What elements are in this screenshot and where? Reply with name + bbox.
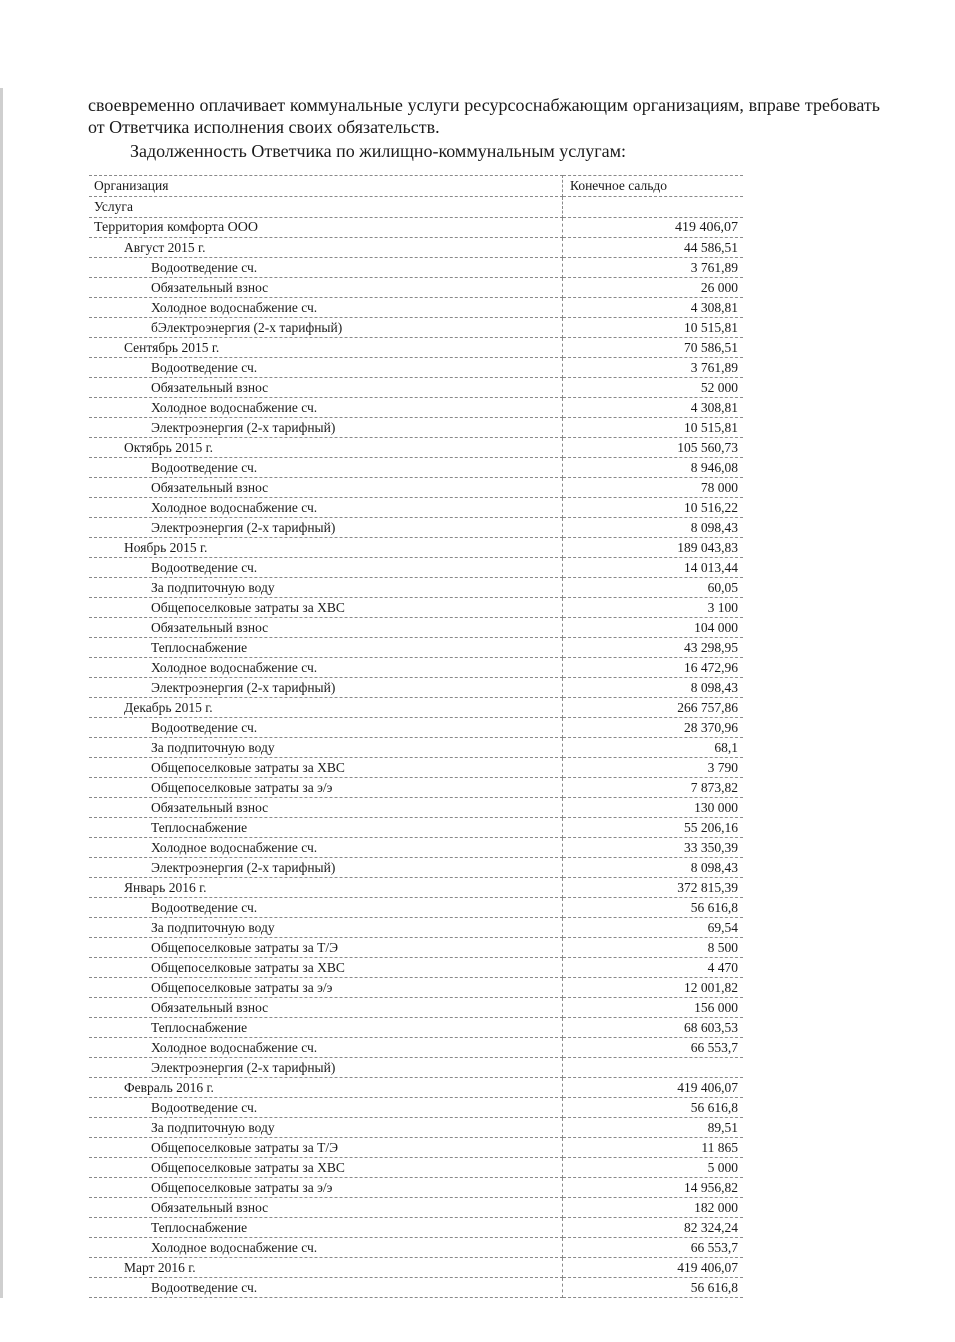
service-amount: 68,1 [563, 738, 744, 758]
service-amount: 8 098,43 [563, 858, 744, 878]
service-amount: 66 553,7 [563, 1238, 744, 1258]
organization-name: Территория комфорта ООО [89, 218, 563, 238]
service-name: Общепоселковые затраты за ХВС [89, 958, 563, 978]
service-amount: 182 000 [563, 1198, 744, 1218]
service-name: Теплоснабжение [89, 638, 563, 658]
month-amount: 266 757,86 [563, 698, 744, 718]
header-organization: Организация [89, 176, 563, 197]
service-row [89, 278, 743, 298]
service-row [89, 1158, 743, 1178]
service-amount: 10 515,81 [563, 418, 744, 438]
service-row [89, 818, 743, 838]
service-name: Обязательный взнос [89, 618, 563, 638]
service-amount: 78 000 [563, 478, 744, 498]
month-amount: 372 815,39 [563, 878, 744, 898]
month-row [89, 1078, 743, 1098]
service-amount: 8 946,08 [563, 458, 744, 478]
service-name: Общепоселковые затраты за э/э [89, 778, 563, 798]
service-amount [563, 1058, 744, 1078]
service-name: Водоотведение сч. [89, 458, 563, 478]
month-row [89, 698, 743, 718]
service-amount: 33 350,39 [563, 838, 744, 858]
service-row [89, 1058, 743, 1078]
month-row [89, 538, 743, 558]
service-name: За подпиточную воду [89, 1118, 563, 1138]
service-amount: 56 616,8 [563, 1098, 744, 1118]
organization-row [89, 218, 743, 238]
service-amount: 8 500 [563, 938, 744, 958]
service-name: Холодное водоснабжение сч. [89, 498, 563, 518]
service-name: Электроэнергия (2-х тарифный) [89, 678, 563, 698]
month-label: Март 2016 г. [89, 1258, 563, 1278]
service-amount: 4 470 [563, 958, 744, 978]
month-label: Август 2015 г. [89, 238, 563, 258]
service-row [89, 798, 743, 818]
month-row [89, 1258, 743, 1278]
service-amount: 7 873,82 [563, 778, 744, 798]
organization-amount: 419 406,07 [563, 218, 744, 238]
service-name: За подпиточную воду [89, 578, 563, 598]
debt-table [89, 175, 743, 1298]
service-name: Общепоселковые затраты за ХВС [89, 598, 563, 618]
service-amount: 56 616,8 [563, 1278, 744, 1298]
service-name: Теплоснабжение [89, 1018, 563, 1038]
service-amount: 82 324,24 [563, 1218, 744, 1238]
service-name: За подпиточную воду [89, 738, 563, 758]
table-header-row-2 [89, 197, 743, 218]
service-row [89, 518, 743, 538]
month-amount: 419 406,07 [563, 1258, 744, 1278]
service-row [89, 738, 743, 758]
service-amount: 14 956,82 [563, 1178, 744, 1198]
month-amount: 105 560,73 [563, 438, 744, 458]
service-name: бЭлектроэнергия (2-х тарифный) [89, 318, 563, 338]
table-header-row [89, 176, 743, 197]
month-amount: 419 406,07 [563, 1078, 744, 1098]
service-row [89, 498, 743, 518]
service-amount: 8 098,43 [563, 678, 744, 698]
service-name: Общепоселковые затраты за э/э [89, 978, 563, 998]
service-row [89, 478, 743, 498]
service-amount: 10 516,22 [563, 498, 744, 518]
service-name: Водоотведение сч. [89, 898, 563, 918]
service-name: Общепоселковые затраты за э/э [89, 1178, 563, 1198]
service-name: Теплоснабжение [89, 1218, 563, 1238]
service-row [89, 898, 743, 918]
service-row [89, 1178, 743, 1198]
service-row [89, 678, 743, 698]
service-amount: 3 100 [563, 598, 744, 618]
scan-edge [0, 88, 3, 1298]
service-row [89, 318, 743, 338]
month-label: Сентябрь 2015 г. [89, 338, 563, 358]
service-name: Водоотведение сч. [89, 1278, 563, 1298]
service-row [89, 758, 743, 778]
service-row [89, 1238, 743, 1258]
service-name: Обязательный взнос [89, 278, 563, 298]
service-name: Электроэнергия (2-х тарифный) [89, 518, 563, 538]
service-row [89, 1118, 743, 1138]
service-amount: 28 370,96 [563, 718, 744, 738]
service-row [89, 1278, 743, 1298]
service-amount: 4 308,81 [563, 298, 744, 318]
body-paragraph: своевременно оплачивает коммунальные услуги ресурсоснабжающим организациям, вправе требовать от Ответчика исполнения своих обязательств. [88, 95, 880, 137]
header-empty-cell [563, 197, 744, 218]
service-amount: 26 000 [563, 278, 744, 298]
month-row [89, 878, 743, 898]
service-name: Водоотведение сч. [89, 258, 563, 278]
service-row [89, 578, 743, 598]
service-name: Холодное водоснабжение сч. [89, 398, 563, 418]
service-amount: 8 098,43 [563, 518, 744, 538]
service-name: Холодное водоснабжение сч. [89, 1038, 563, 1058]
service-name: Обязательный взнос [89, 1198, 563, 1218]
service-amount: 16 472,96 [563, 658, 744, 678]
service-amount: 60,05 [563, 578, 744, 598]
service-row [89, 558, 743, 578]
service-amount: 43 298,95 [563, 638, 744, 658]
service-amount: 5 000 [563, 1158, 744, 1178]
service-row [89, 718, 743, 738]
service-amount: 10 515,81 [563, 318, 744, 338]
table-title: Задолженность Ответчика по жилищно-коммунальным услугам: [130, 141, 627, 161]
service-row [89, 378, 743, 398]
header-final-balance: Конечное сальдо [563, 176, 744, 197]
service-name: Электроэнергия (2-х тарифный) [89, 858, 563, 878]
service-name: За подпиточную воду [89, 918, 563, 938]
service-row [89, 298, 743, 318]
service-name: Общепоселковые затраты за ХВС [89, 758, 563, 778]
service-row [89, 1198, 743, 1218]
service-name: Теплоснабжение [89, 818, 563, 838]
month-label: Февраль 2016 г. [89, 1078, 563, 1098]
service-name: Водоотведение сч. [89, 1098, 563, 1118]
service-amount: 3 790 [563, 758, 744, 778]
service-amount: 52 000 [563, 378, 744, 398]
header-service: Услуга [89, 197, 563, 218]
month-amount: 44 586,51 [563, 238, 744, 258]
month-label: Январь 2016 г. [89, 878, 563, 898]
service-amount: 56 616,8 [563, 898, 744, 918]
service-amount: 69,54 [563, 918, 744, 938]
service-name: Электроэнергия (2-х тарифный) [89, 1058, 563, 1078]
service-row [89, 838, 743, 858]
month-row [89, 438, 743, 458]
service-row [89, 398, 743, 418]
service-name: Общепоселковые затраты за Т/Э [89, 1138, 563, 1158]
service-row [89, 858, 743, 878]
service-row [89, 1038, 743, 1058]
service-row [89, 1018, 743, 1038]
service-row [89, 458, 743, 478]
month-amount: 189 043,83 [563, 538, 744, 558]
month-row [89, 338, 743, 358]
service-name: Водоотведение сч. [89, 558, 563, 578]
service-row [89, 938, 743, 958]
service-name: Водоотведение сч. [89, 358, 563, 378]
service-row [89, 998, 743, 1018]
service-row [89, 618, 743, 638]
service-amount: 3 761,89 [563, 258, 744, 278]
service-amount: 4 308,81 [563, 398, 744, 418]
service-name: Общепоселковые затраты за Т/Э [89, 938, 563, 958]
service-name: Холодное водоснабжение сч. [89, 298, 563, 318]
service-name: Обязательный взнос [89, 798, 563, 818]
month-label: Декабрь 2015 г. [89, 698, 563, 718]
service-row [89, 1098, 743, 1118]
service-amount: 12 001,82 [563, 978, 744, 998]
service-row [89, 978, 743, 998]
service-amount: 89,51 [563, 1118, 744, 1138]
month-amount: 70 586,51 [563, 338, 744, 358]
service-amount: 3 761,89 [563, 358, 744, 378]
service-name: Водоотведение сч. [89, 718, 563, 738]
service-amount: 55 206,16 [563, 818, 744, 838]
service-amount: 66 553,7 [563, 1038, 744, 1058]
service-row [89, 258, 743, 278]
service-name: Обязательный взнос [89, 478, 563, 498]
service-name: Общепоселковые затраты за ХВС [89, 1158, 563, 1178]
service-row [89, 958, 743, 978]
service-name: Электроэнергия (2-х тарифный) [89, 418, 563, 438]
service-amount: 156 000 [563, 998, 744, 1018]
service-row [89, 358, 743, 378]
service-name: Обязательный взнос [89, 378, 563, 398]
service-row [89, 598, 743, 618]
service-row [89, 918, 743, 938]
month-label: Ноябрь 2015 г. [89, 538, 563, 558]
month-label: Октябрь 2015 г. [89, 438, 563, 458]
service-name: Обязательный взнос [89, 998, 563, 1018]
service-name: Холодное водоснабжение сч. [89, 658, 563, 678]
service-amount: 11 865 [563, 1138, 744, 1158]
service-amount: 104 000 [563, 618, 744, 638]
service-amount: 68 603,53 [563, 1018, 744, 1038]
service-amount: 14 013,44 [563, 558, 744, 578]
month-row [89, 238, 743, 258]
service-row [89, 658, 743, 678]
service-row [89, 1218, 743, 1238]
service-name: Холодное водоснабжение сч. [89, 838, 563, 858]
service-amount: 130 000 [563, 798, 744, 818]
service-row [89, 1138, 743, 1158]
service-row [89, 638, 743, 658]
service-row [89, 778, 743, 798]
service-name: Холодное водоснабжение сч. [89, 1238, 563, 1258]
service-row [89, 418, 743, 438]
